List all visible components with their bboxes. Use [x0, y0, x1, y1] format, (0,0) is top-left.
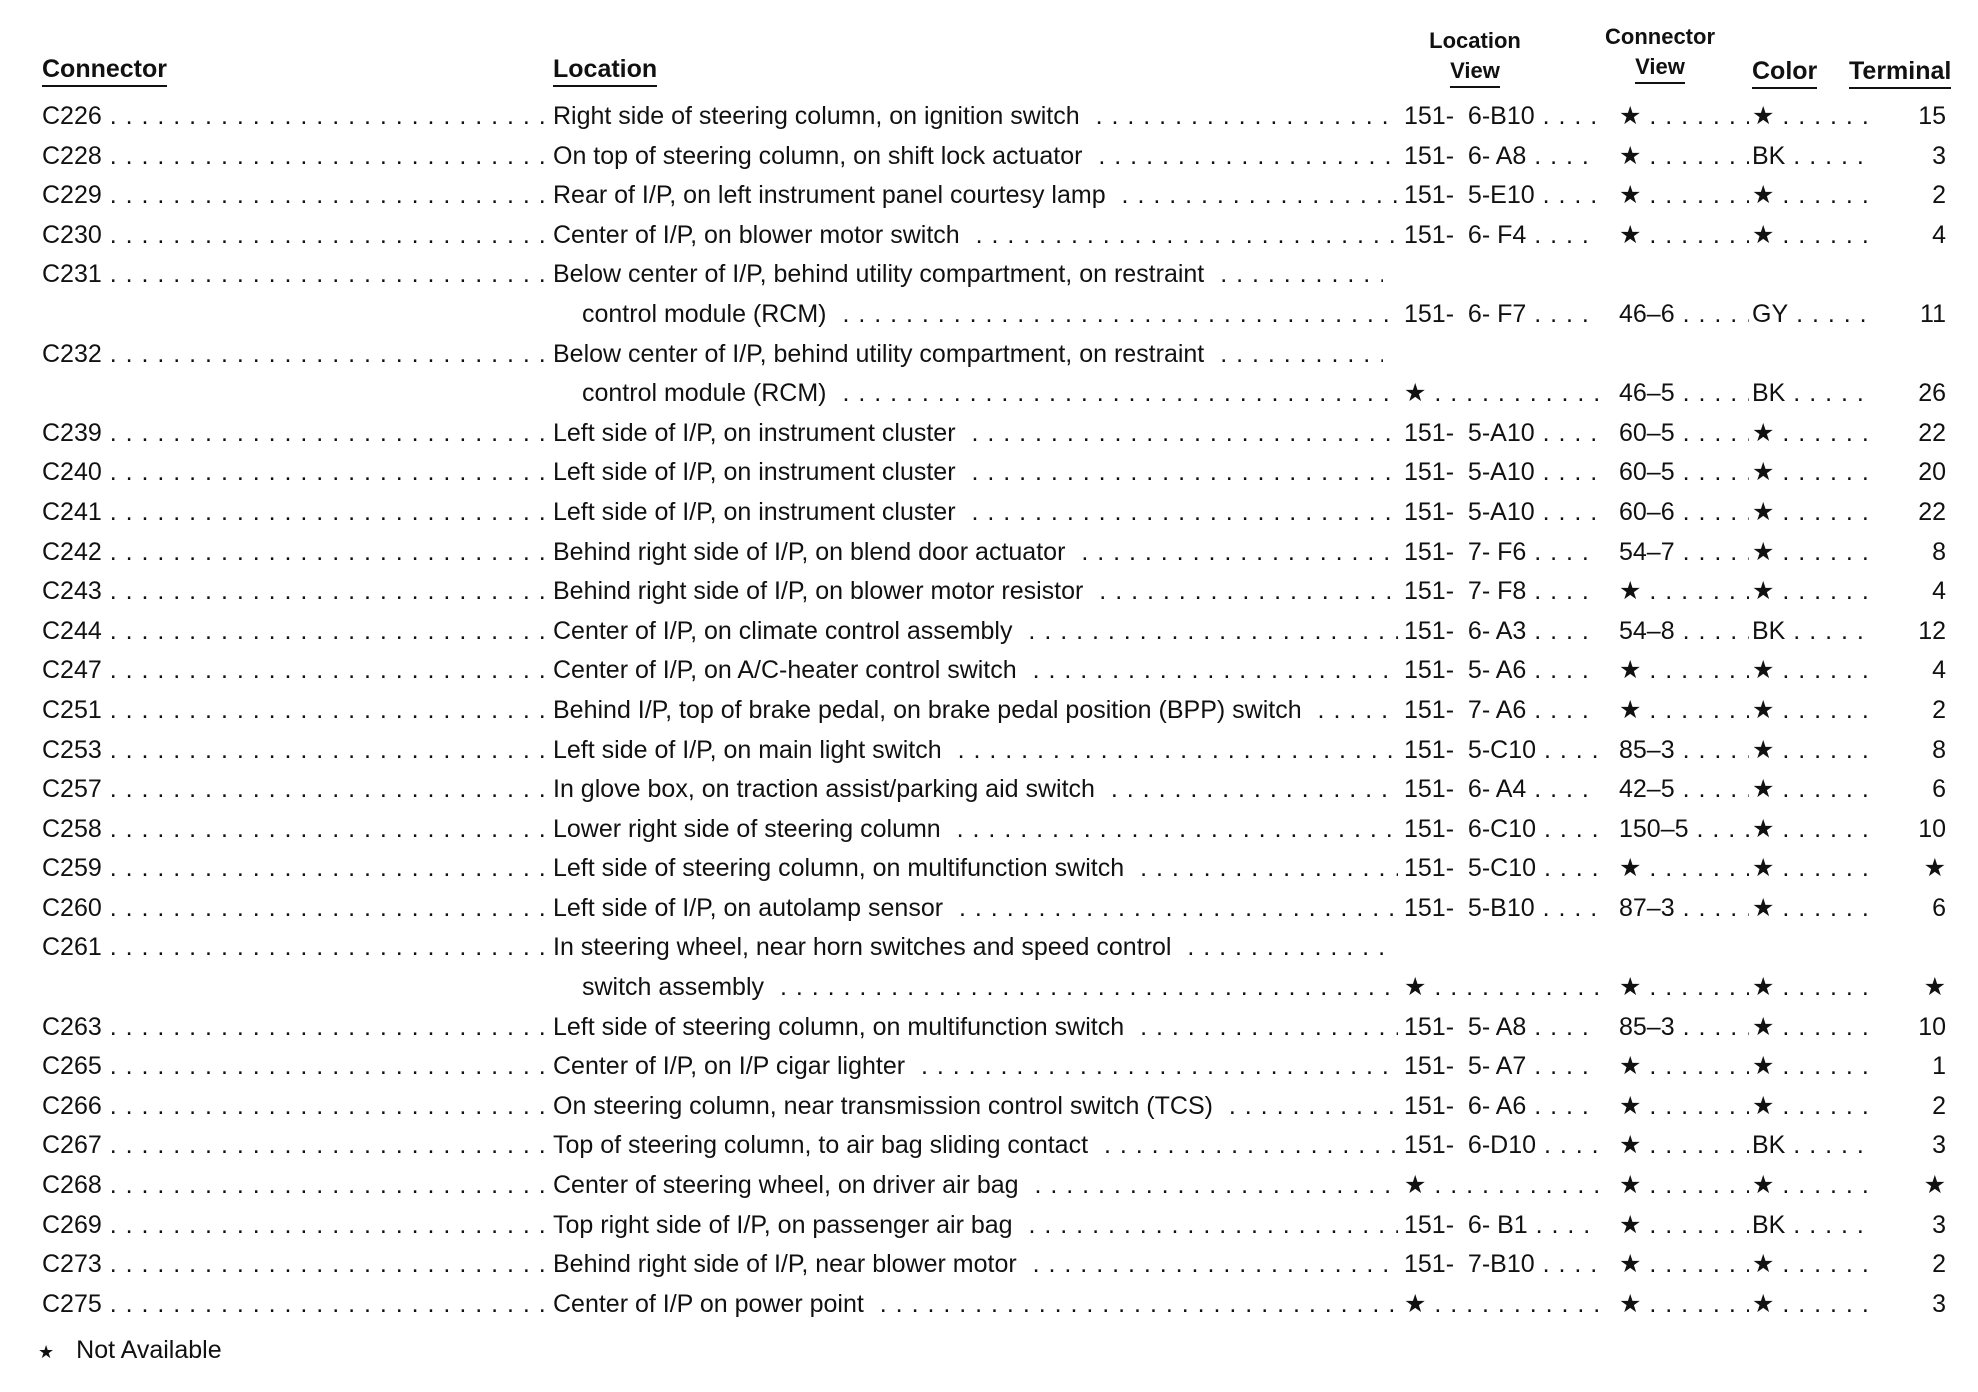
- wire-color: ★ . . .: [1752, 493, 1874, 533]
- location-view: 151- 7- F8 . . .: [1404, 572, 1598, 612]
- table-row: [0, 414, 1978, 454]
- star-icon: ★: [38, 1342, 55, 1362]
- connector-id: C267 . . .: [42, 1126, 547, 1166]
- terminal-count: 10: [1918, 814, 1946, 843]
- location-text: On top of steering column, on shift lock actuator . . .: [553, 137, 1398, 177]
- connector-view: 46–5 . . .: [1619, 374, 1749, 414]
- terminal-count: ★: [1923, 854, 1946, 883]
- header-connector-view-line2: View: [1635, 52, 1685, 84]
- location-text: Behind I/P, top of brake pedal, on brake pedal position (BPP) switch . . .: [553, 691, 1398, 731]
- wire-color: ★ . . .: [1752, 176, 1874, 216]
- wire-color: GY . . .: [1752, 295, 1874, 335]
- table-row: [0, 493, 1978, 533]
- wire-color: ★ . . .: [1752, 216, 1874, 256]
- location-view: 151- 6- A8 . . .: [1404, 137, 1598, 177]
- location-text: Center of steering wheel, on driver air bag . . .: [553, 1166, 1398, 1206]
- connector-id: C239 . . .: [42, 414, 547, 454]
- table-row: [0, 1166, 1978, 1206]
- terminal-count: 22: [1918, 418, 1946, 447]
- connector-view: ★ . . .: [1619, 691, 1749, 731]
- location-text: In glove box, on traction assist/parking aid switch . . .: [553, 770, 1398, 810]
- location-view: 151- 6-D10 . . .: [1404, 1126, 1598, 1166]
- wire-color: ★ . . .: [1752, 1245, 1874, 1285]
- location-view: 151- 5-C10 . . .: [1404, 731, 1598, 771]
- location-view: ★ . . .: [1404, 968, 1598, 1008]
- wire-color: ★ . . .: [1752, 1087, 1874, 1127]
- connector-view: 87–3 . . .: [1619, 889, 1749, 929]
- connector-view: ★ . . .: [1619, 1087, 1749, 1127]
- wire-color: ★ . . .: [1752, 691, 1874, 731]
- location-text: Top of steering column, to air bag sliding contact . . .: [553, 1126, 1398, 1166]
- connector-view: 60–5 . . .: [1619, 453, 1749, 493]
- table-row: [0, 255, 1978, 334]
- wire-color: ★ . . .: [1752, 889, 1874, 929]
- connector-view: 46–6 . . .: [1619, 295, 1749, 335]
- wire-color: ★ . . .: [1752, 849, 1874, 889]
- location-view: 151- 7-B10 . . .: [1404, 1245, 1598, 1285]
- connector-id: C229 . . .: [42, 176, 547, 216]
- location-view: 151- 5-A10 . . .: [1404, 453, 1598, 493]
- table-row: [0, 137, 1978, 177]
- connector-view: ★ . . .: [1619, 572, 1749, 612]
- table-row: [0, 533, 1978, 573]
- header-location-view: [1420, 26, 1530, 88]
- terminal-count: 1: [1932, 1052, 1946, 1081]
- table-row: [0, 1047, 1978, 1087]
- wire-color: BK . . .: [1752, 612, 1874, 652]
- connector-view: 85–3 . . .: [1619, 1008, 1749, 1048]
- terminal-count: 3: [1932, 141, 1946, 170]
- terminal-count: 2: [1932, 181, 1946, 210]
- terminal-count: 2: [1932, 1091, 1946, 1120]
- terminal-count: 15: [1918, 102, 1946, 130]
- table-row: [0, 810, 1978, 850]
- connector-id: C263 . . .: [42, 1008, 547, 1048]
- connector-view: ★ . . .: [1619, 968, 1749, 1008]
- connector-view: ★ . . .: [1619, 97, 1749, 137]
- connector-id: C253 . . .: [42, 731, 547, 771]
- connector-id: C268 . . .: [42, 1166, 547, 1206]
- location-view: 151- 5- A8 . . .: [1404, 1008, 1598, 1048]
- wire-color: ★ . . .: [1752, 572, 1874, 612]
- wire-color: ★ . . .: [1752, 1008, 1874, 1048]
- terminal-count: ★: [1923, 1171, 1946, 1200]
- connector-view: ★ . . .: [1619, 849, 1749, 889]
- location-text: Left side of steering column, on multifunction switch . . .: [553, 1008, 1398, 1048]
- location-text: Center of I/P, on blower motor switch . . .: [553, 216, 1398, 256]
- terminal-count: 4: [1932, 656, 1946, 685]
- wire-color: ★ . . .: [1752, 533, 1874, 573]
- header-location: Location: [553, 54, 657, 87]
- header-color: Color: [1752, 56, 1817, 89]
- terminal-count: 20: [1918, 458, 1946, 487]
- terminal-count: 26: [1918, 379, 1946, 408]
- table-row: [0, 1245, 1978, 1285]
- connector-view: 54–7 . . .: [1619, 533, 1749, 573]
- table-row: [0, 612, 1978, 652]
- location-view: ★ . . .: [1404, 1285, 1598, 1325]
- connector-view: ★ . . .: [1619, 176, 1749, 216]
- table-row: [0, 770, 1978, 810]
- connector-id: C242 . . .: [42, 533, 547, 573]
- location-text: Lower right side of steering column . . .: [553, 810, 1398, 850]
- table-row: [0, 216, 1978, 256]
- wire-color: BK . . .: [1752, 1206, 1874, 1246]
- table-row: [0, 889, 1978, 929]
- location-view: 151- 6- A6 . . .: [1404, 1087, 1598, 1127]
- location-text: Below center of I/P, behind utility compartment, on restraint . . .: [553, 255, 1383, 295]
- connector-id: C273 . . .: [42, 1245, 547, 1285]
- wire-color: ★ . . .: [1752, 810, 1874, 850]
- terminal-count: 12: [1918, 616, 1946, 645]
- location-view: 151- 6-B10 . . .: [1404, 97, 1598, 137]
- location-text: Right side of steering column, on ignition switch . . .: [553, 97, 1398, 137]
- location-view: ★ . . .: [1404, 374, 1598, 414]
- location-text: Center of I/P, on A/C-heater control switch . . .: [553, 651, 1398, 691]
- location-text: Rear of I/P, on left instrument panel courtesy lamp . . .: [553, 176, 1398, 216]
- terminal-count: 3: [1932, 1131, 1946, 1160]
- connector-view: 54–8 . . .: [1619, 612, 1749, 652]
- connector-id: C243 . . .: [42, 572, 547, 612]
- footnote-text: Not Available: [76, 1336, 222, 1364]
- terminal-count: ★: [1923, 973, 1946, 1002]
- connector-view: ★ . . .: [1619, 1126, 1749, 1166]
- connector-view: ★ . . .: [1619, 137, 1749, 177]
- connector-id: C244 . . .: [42, 612, 547, 652]
- table-row: [0, 1206, 1978, 1246]
- location-view: 151- 7- A6 . . .: [1404, 691, 1598, 731]
- location-text-line2: control module (RCM) . . .: [582, 374, 1398, 414]
- location-text: In steering wheel, near horn switches and speed control . . .: [553, 928, 1383, 968]
- location-text: Behind right side of I/P, on blend door actuator . . .: [553, 533, 1398, 573]
- connector-id: C240 . . .: [42, 453, 547, 493]
- connector-view: 42–5 . . .: [1619, 770, 1749, 810]
- location-view: 151- 5- A7 . . .: [1404, 1047, 1598, 1087]
- table-row: [0, 453, 1978, 493]
- connector-id: C269 . . .: [42, 1206, 547, 1246]
- terminal-count: 4: [1932, 220, 1946, 249]
- connector-view: ★ . . .: [1619, 651, 1749, 691]
- wire-color: ★ . . .: [1752, 1166, 1874, 1206]
- table-row: [0, 335, 1978, 414]
- connector-id: C261 . . .: [42, 928, 547, 968]
- location-view: 151- 6- F7 . . .: [1404, 295, 1598, 335]
- table-row: [0, 176, 1978, 216]
- location-text: Left side of I/P, on instrument cluster . . .: [553, 414, 1398, 454]
- location-view: ★ . . .: [1404, 1166, 1598, 1206]
- header-connector-view: [1598, 22, 1722, 84]
- wire-color: ★ . . .: [1752, 968, 1874, 1008]
- terminal-count: 8: [1932, 735, 1946, 764]
- wire-color: ★ . . .: [1752, 1047, 1874, 1087]
- connector-id: C230 . . .: [42, 216, 547, 256]
- wire-color: ★ . . .: [1752, 651, 1874, 691]
- connector-view: ★ . . .: [1619, 1285, 1749, 1325]
- connector-id: C228 . . .: [42, 137, 547, 177]
- table-row: [0, 731, 1978, 771]
- connector-id: C247 . . .: [42, 651, 547, 691]
- wire-color: BK . . .: [1752, 1126, 1874, 1166]
- location-view: 151- 7- F6 . . .: [1404, 533, 1598, 573]
- location-text: Below center of I/P, behind utility compartment, on restraint . . .: [553, 335, 1383, 375]
- location-view: 151- 5- A6 . . .: [1404, 651, 1598, 691]
- wire-color: BK . . .: [1752, 374, 1874, 414]
- table-row: [0, 1285, 1978, 1325]
- location-view: 151- 5-A10 . . .: [1404, 493, 1598, 533]
- connector-view: ★ . . .: [1619, 1047, 1749, 1087]
- location-text-line2: switch assembly . . .: [582, 968, 1398, 1008]
- connector-view: ★ . . .: [1619, 216, 1749, 256]
- connector-id: C266 . . .: [42, 1087, 547, 1127]
- location-view: 151- 5-A10 . . .: [1404, 414, 1598, 454]
- connector-id: C259 . . .: [42, 849, 547, 889]
- connector-view: 85–3 . . .: [1619, 731, 1749, 771]
- table-row: [0, 1008, 1978, 1048]
- location-view: 151- 5-C10 . . .: [1404, 849, 1598, 889]
- location-view: 151- 5-E10 . . .: [1404, 176, 1598, 216]
- wire-color: ★ . . .: [1752, 97, 1874, 137]
- connector-view: ★ . . .: [1619, 1166, 1749, 1206]
- wire-color: ★ . . .: [1752, 453, 1874, 493]
- connector-id: C231 . . .: [42, 255, 547, 295]
- table-row: [0, 1126, 1978, 1166]
- table-row: [0, 1087, 1978, 1127]
- connector-id: C258 . . .: [42, 810, 547, 850]
- table-row: [0, 928, 1978, 1007]
- connector-view: ★ . . .: [1619, 1245, 1749, 1285]
- terminal-count: 3: [1932, 1210, 1946, 1239]
- header-location-view-line1: Location: [1429, 28, 1521, 53]
- location-text: Left side of I/P, on main light switch . . .: [553, 731, 1398, 771]
- connector-id: C251 . . .: [42, 691, 547, 731]
- terminal-count: 6: [1932, 775, 1946, 804]
- location-text: Top right side of I/P, on passenger air bag . . .: [553, 1206, 1398, 1246]
- location-view: 151- 6- B1 . . .: [1404, 1206, 1598, 1246]
- connector-id: C226 . . .: [42, 97, 547, 137]
- table-row: [0, 97, 1978, 137]
- terminal-count: 11: [1920, 299, 1946, 328]
- connector-id: C275 . . .: [42, 1285, 547, 1325]
- terminal-count: 10: [1918, 1012, 1946, 1041]
- terminal-count: 4: [1932, 577, 1946, 606]
- connector-view: ★ . . .: [1619, 1206, 1749, 1246]
- location-text: Left side of steering column, on multifunction switch . . .: [553, 849, 1398, 889]
- wire-color: ★ . . .: [1752, 1285, 1874, 1325]
- connector-id: C265 . . .: [42, 1047, 547, 1087]
- location-text: Behind right side of I/P, on blower motor resistor . . .: [553, 572, 1398, 612]
- connector-view: 150–5 . . .: [1619, 810, 1749, 850]
- table-row: [0, 572, 1978, 612]
- terminal-count: 6: [1932, 893, 1946, 922]
- location-view: 151- 6- F4 . . .: [1404, 216, 1598, 256]
- location-view: 151- 6- A4 . . .: [1404, 770, 1598, 810]
- table-row: [0, 691, 1978, 731]
- header-connector-view-line1: Connector: [1605, 24, 1715, 49]
- location-text: Left side of I/P, on instrument cluster . . .: [553, 453, 1398, 493]
- location-text-line2: control module (RCM) . . .: [582, 295, 1398, 335]
- wire-color: ★ . . .: [1752, 770, 1874, 810]
- connector-view: 60–6 . . .: [1619, 493, 1749, 533]
- connector-id: C260 . . .: [42, 889, 547, 929]
- location-text: Behind right side of I/P, near blower motor . . .: [553, 1245, 1398, 1285]
- wire-color: ★ . . .: [1752, 731, 1874, 771]
- connector-table: [0, 97, 1978, 1324]
- location-text: Left side of I/P, on instrument cluster . . .: [553, 493, 1398, 533]
- location-view: 151- 5-B10 . . .: [1404, 889, 1598, 929]
- location-text: On steering column, near transmission control switch (TCS) . . .: [553, 1087, 1398, 1127]
- connector-id: C241 . . .: [42, 493, 547, 533]
- location-view: 151- 6- A3 . . .: [1404, 612, 1598, 652]
- terminal-count: 2: [1932, 695, 1946, 724]
- table-row: [0, 651, 1978, 691]
- terminal-count: 8: [1932, 537, 1946, 566]
- connector-id: C232 . . .: [42, 335, 547, 375]
- location-text: Center of I/P, on climate control assembly . . .: [553, 612, 1398, 652]
- location-text: Left side of I/P, on autolamp sensor . . .: [553, 889, 1398, 929]
- wire-color: BK . . .: [1752, 137, 1874, 177]
- terminal-count: 3: [1932, 1289, 1946, 1318]
- location-text: Center of I/P, on I/P cigar lighter . . .: [553, 1047, 1398, 1087]
- table-row: [0, 849, 1978, 889]
- wire-color: ★ . . .: [1752, 414, 1874, 454]
- location-text: Center of I/P on power point . . .: [553, 1285, 1398, 1325]
- terminal-count: 22: [1918, 497, 1946, 526]
- terminal-count: 2: [1932, 1250, 1946, 1279]
- footnote: [38, 1335, 222, 1367]
- header-connector: Connector: [42, 54, 167, 87]
- connector-view: 60–5 . . .: [1619, 414, 1749, 454]
- header-terminal: Terminal: [1849, 56, 1951, 89]
- location-view: 151- 6-C10 . . .: [1404, 810, 1598, 850]
- connector-id: C257 . . .: [42, 770, 547, 810]
- header-location-view-line2: View: [1450, 56, 1500, 88]
